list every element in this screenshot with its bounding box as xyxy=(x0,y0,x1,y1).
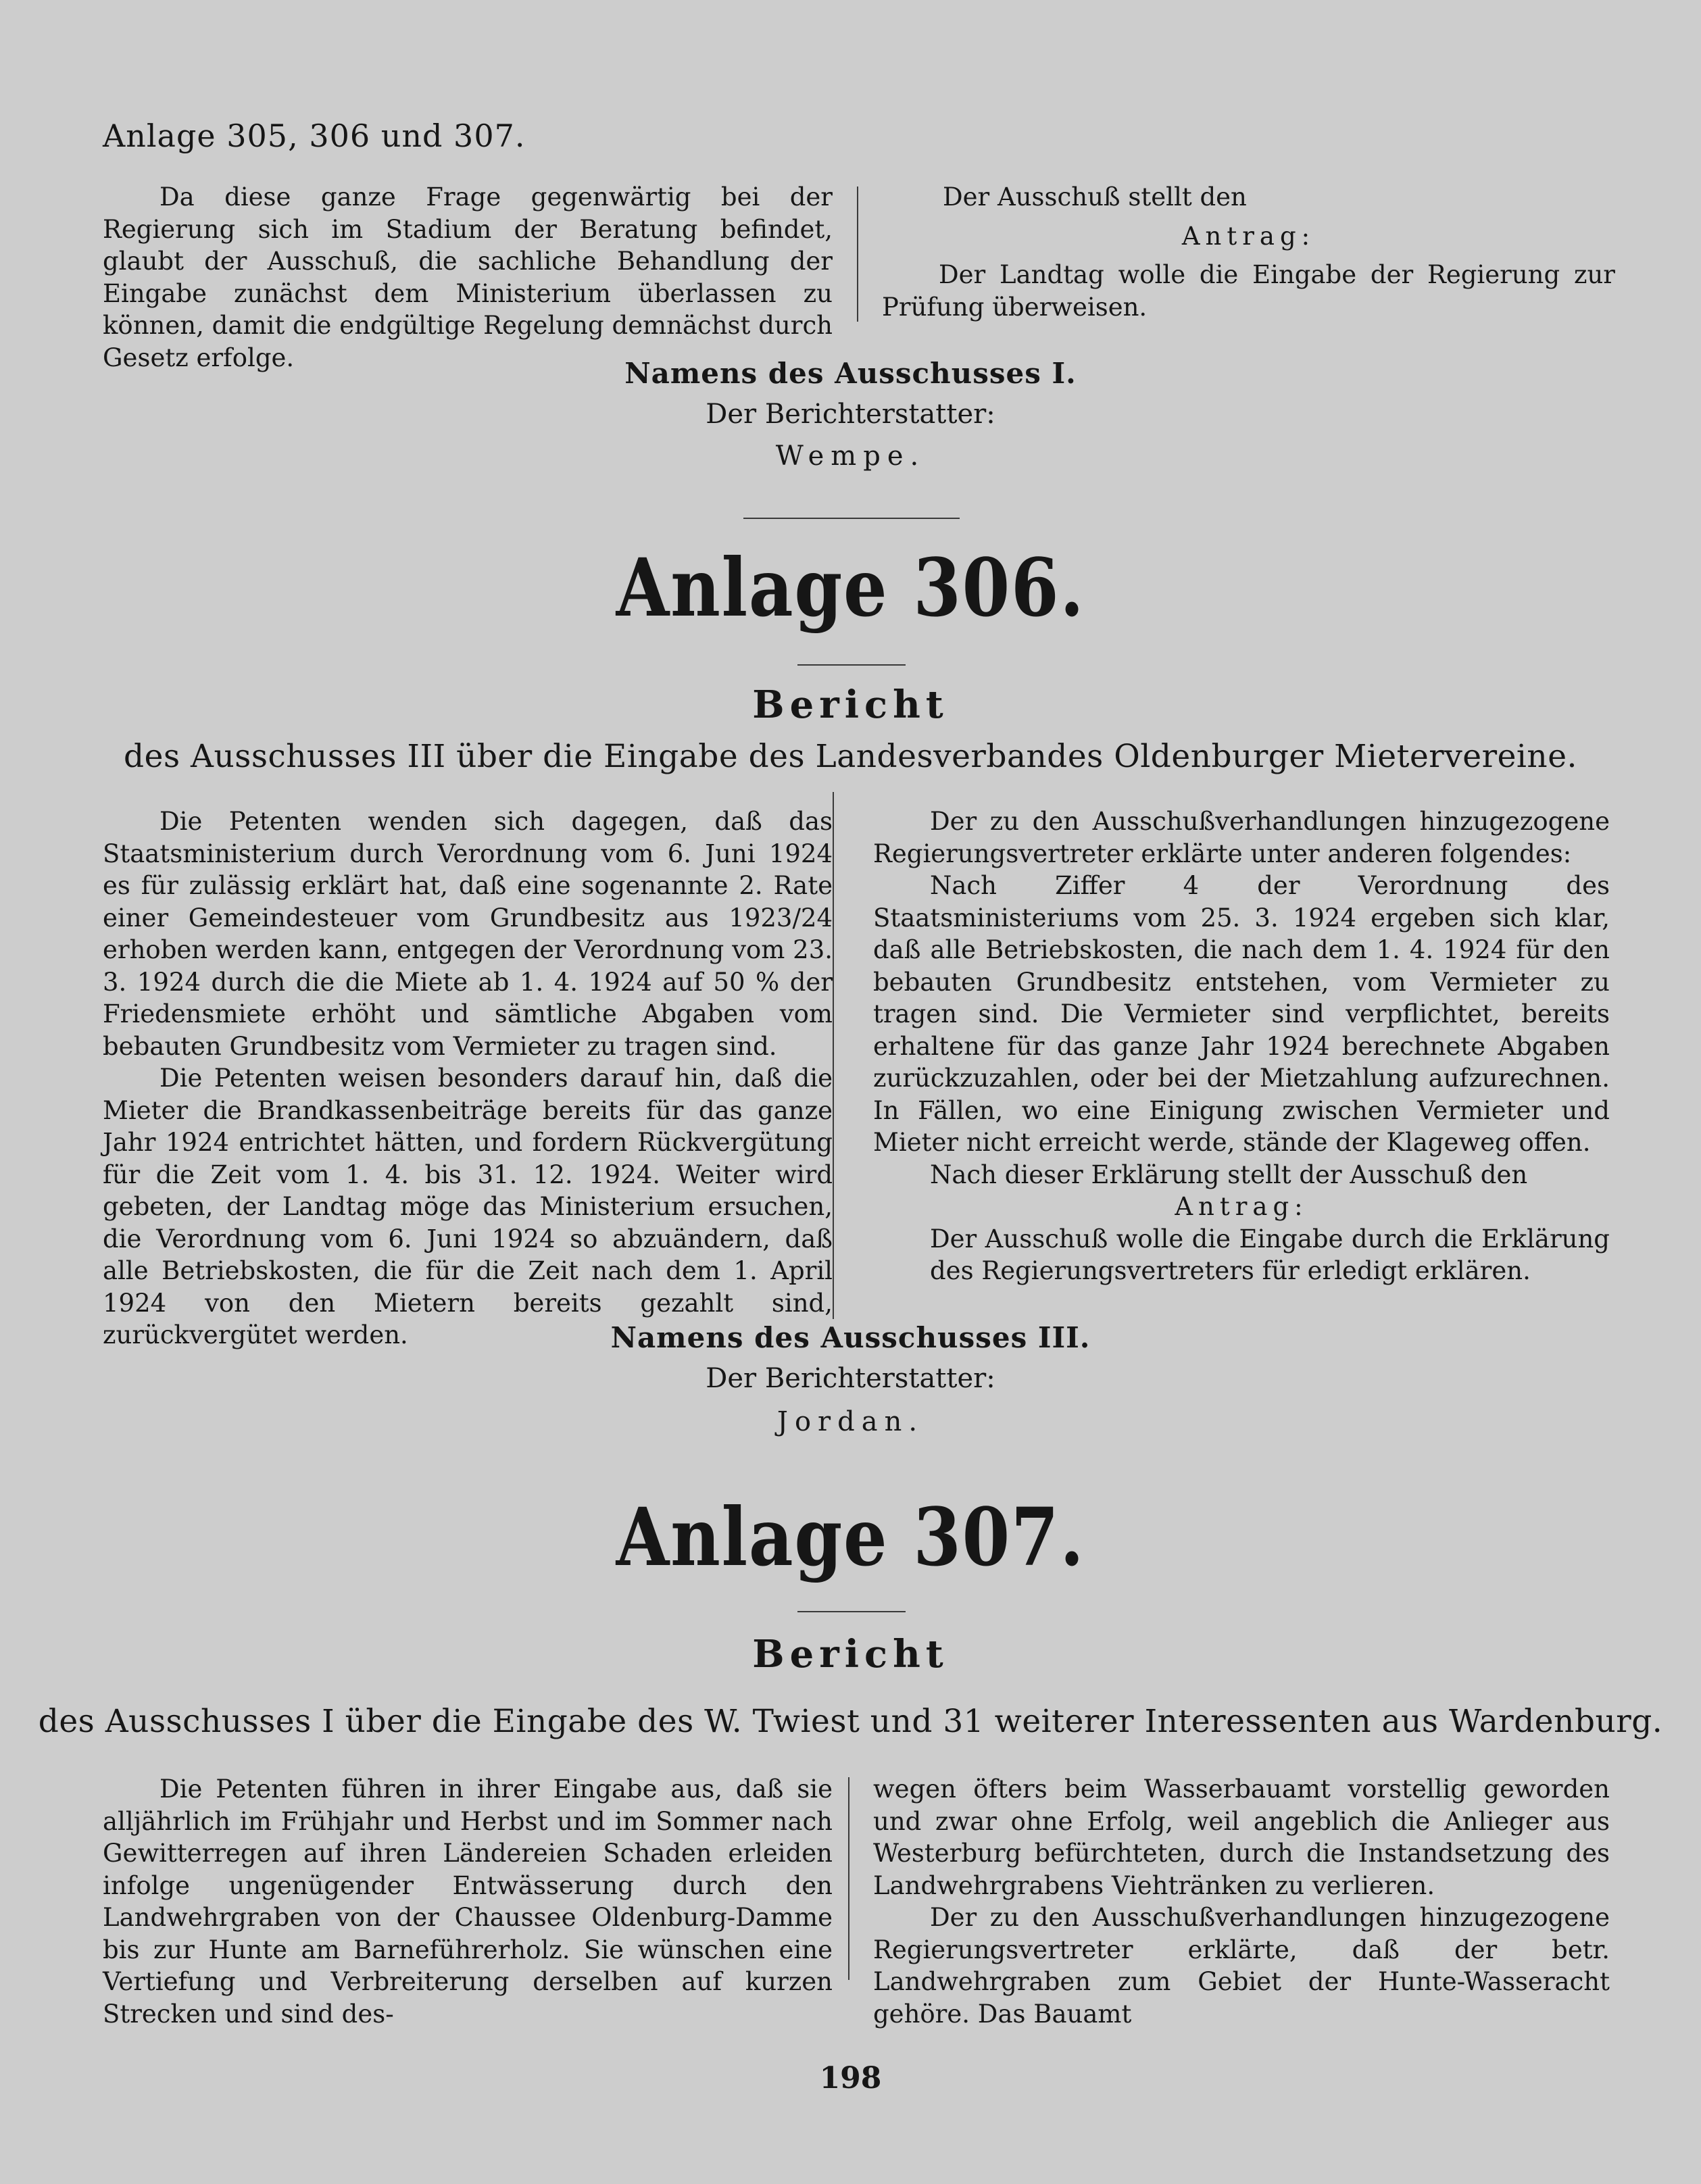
paragraph: Der zu den Ausschußverhandlungen hinzugezogene Regierungsvertreter erklärte unter anderen folgendes: xyxy=(873,807,1610,868)
section-306-subtitle: des Ausschusses III über die Eingabe des Landesverbandes Oldenburger Mietervereine. xyxy=(124,738,1577,775)
section-305-right-column xyxy=(882,181,1615,323)
antrag-label: Antrag: xyxy=(1175,1192,1308,1221)
paragraph: Die Petenten weisen besonders darauf hin, daß die Mieter die Brandkassenbeiträge bereits für das ganze Jahr 1924 entrichtet hätten, und fordern Rückvergütung für die Zeit vom 1. 4. bis 31. 12. 1924. Weiter wird gebeten, der Landtag möge das Ministerium ersuchen, die Verordnung vom 6. Juni 1924 so abzuändern, daß alle Betriebskosten, die für die Zeit nach dem 1. April 1924 von den Mietern bereits gezahlt sind, zurückvergütet werden. xyxy=(103,1064,833,1349)
signature-role: Der Berichterstatter: xyxy=(706,399,995,430)
signature-name: Wempe. xyxy=(775,441,926,472)
section-307-title-wrap xyxy=(0,1490,1701,1584)
section-307-title: Anlage 307. xyxy=(616,1490,1085,1584)
column-divider xyxy=(857,187,858,322)
paragraph: Die Petenten wenden sich dagegen, daß das Staatsministerium durch Verordnung vom 6. Juni 1924 es für zulässig erklärt hat, daß eine sogenannte 2. Rate einer Gemeindesteuer vom Grundbesitz aus 1923/24 erhoben werden kann, entgegen der Verordnung vom 23. 3. 1924 durch die die Miete ab 1. 4. 1924 auf 50 % der Friedensmiete erhöht und sämtliche Abgaben vom bebauten Grundbesitz vom Vermieter zu tragen sind. xyxy=(103,807,833,1061)
section-307-subtitle: des Ausschusses I über die Eingabe des W. Twiest und 31 weiterer Interessenten aus Wardenburg. xyxy=(38,1703,1663,1740)
antrag-text: Der Landtag wolle die Eingabe der Regierung zur Prüfung überweisen. xyxy=(882,260,1615,322)
signature-role: Der Berichterstatter: xyxy=(706,1363,995,1394)
section-307-left-column xyxy=(103,1773,833,2030)
section-306-title-wrap xyxy=(0,541,1701,635)
signature-committee: Namens des Ausschusses I. xyxy=(624,357,1077,390)
paragraph: Die Petenten führen in ihrer Eingabe aus, daß sie alljährlich im Frühjahr und Herbst und im Sommer nach Gewitterregen auf ihren Ländereien Schaden erleiden infolge ungenügender Entwässerung durch den Landwehrgraben von der Chaussee Oldenburg-Damme bis zur Hunte am Barneführerholz. Sie wünschen eine Vertiefung und Verbreiterung derselben auf kurzen Strecken und sind des- xyxy=(103,1775,833,2029)
paragraph: Nach dieser Erklärung stellt der Ausschuß den xyxy=(930,1160,1528,1189)
section-separator xyxy=(743,518,960,519)
column-divider xyxy=(848,1777,849,1980)
section-306-title: Anlage 306. xyxy=(616,541,1085,635)
running-header: Anlage 305, 306 und 307. xyxy=(103,118,526,154)
section-307-report-label: Bericht xyxy=(752,1632,949,1677)
section-305-left-column xyxy=(103,181,833,374)
paragraph: wegen öfters beim Wasserbauamt vorstellig geworden und zwar ohne Erfolg, weil angeblich die Anlieger aus Westerburg befürchteten, durch die Instandsetzung des Landwehrgrabens Viehtränken zu verlieren. xyxy=(873,1775,1610,1900)
title-rule xyxy=(797,1611,906,1612)
signature-name: Jordan. xyxy=(776,1406,925,1437)
antrag-intro: Der Ausschuß stellt den xyxy=(943,182,1247,212)
column-divider xyxy=(833,792,834,1319)
title-rule xyxy=(797,664,906,666)
paragraph: Nach Ziffer 4 der Verordnung des Staatsministeriums vom 25. 3. 1924 ergeben sich klar, daß alle Betriebskosten, die nach dem 1. 4. 1924 für den bebauten Grundbesitz entstehen, vom Vermieter zu tragen sind. Die Vermieter sind verpflichtet, bereits erhaltene für das ganze Jahr 1924 berechnete Abgaben zurückzuzahlen, oder bei der Mietzahlung aufzurechnen. In Fällen, wo eine Einigung zwischen Vermieter und Mieter nicht erreicht werde, stände der Klageweg offen. xyxy=(873,871,1610,1157)
paragraph: Der zu den Ausschußverhandlungen hinzugezogene Regierungsvertreter erklärte, daß der betr. Landwehrgraben zum Gebiet der Hunte-Wasseracht gehöre. Das Bauamt xyxy=(873,1903,1610,2029)
antrag-text: Der Ausschuß wolle die Eingabe durch die Erklärung des Regierungsvertreters für erledigt erklären. xyxy=(930,1224,1610,1285)
section-307-right-column xyxy=(873,1773,1610,2030)
paragraph: Da diese ganze Frage gegenwärtig bei der Regierung sich im Stadium der Beratung befindet, glaubt der Ausschuß, die sachliche Behandlung der Eingabe zunächst dem Ministerium überlassen zu können, damit die endgültige Regelung demnächst durch Gesetz erfolge. xyxy=(103,182,833,372)
section-306-right-column xyxy=(873,805,1610,1287)
antrag-label: Antrag: xyxy=(1181,221,1316,251)
section-306-report-label: Bericht xyxy=(752,682,949,727)
page-number: 198 xyxy=(819,2061,882,2095)
signature-committee: Namens des Ausschusses III. xyxy=(610,1321,1091,1354)
section-306-left-column xyxy=(103,805,833,1351)
